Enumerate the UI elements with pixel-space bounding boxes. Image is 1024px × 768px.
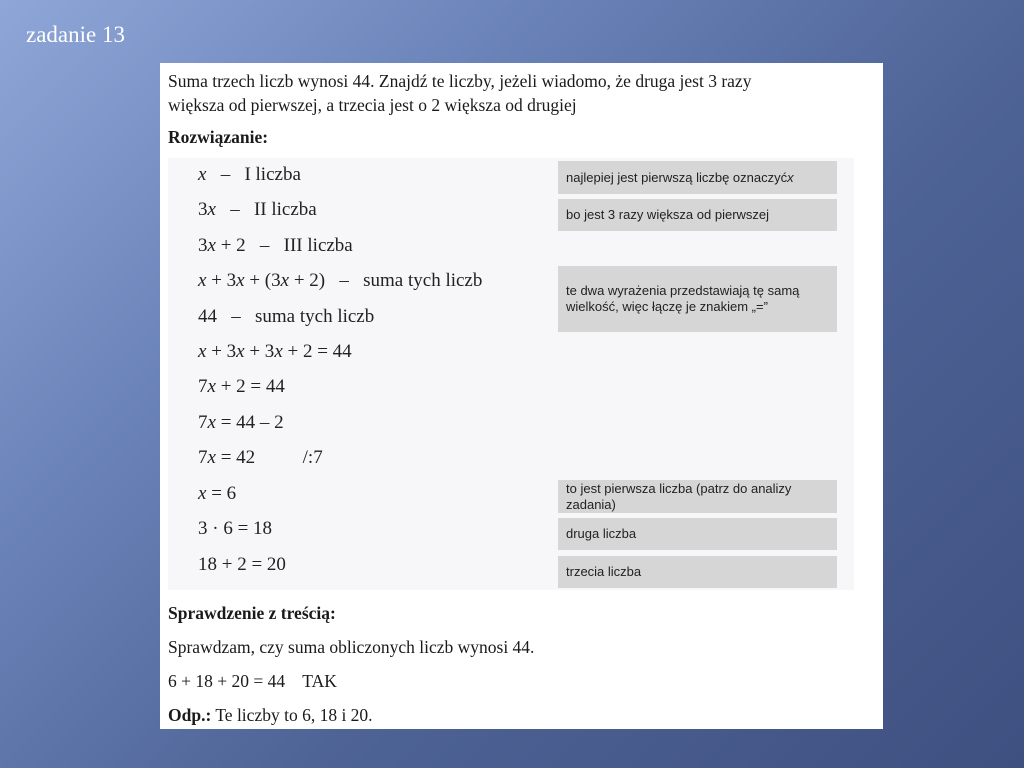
slide-title: zadanie 13 <box>26 22 125 47</box>
check-text: Sprawdzam, czy suma obliczonych liczb wynosi 44. <box>168 637 535 657</box>
answer-line <box>168 703 373 727</box>
check-equation: 6 + 18 + 20 = 44 TAK <box>168 671 337 691</box>
answer-text: Te liczby to 6, 18 i 20. <box>211 705 373 725</box>
step-row: x = 6 <box>198 483 237 504</box>
note-box: druga liczba <box>558 518 837 550</box>
check-heading: Sprawdzenie z treścią: <box>168 603 336 623</box>
note-box: to jest pierwsza liczba (patrz do analizy zadania) <box>558 480 837 513</box>
step-row: 7x = 44 – 2 <box>198 412 284 433</box>
step-row: 18 + 2 = 20 <box>198 554 286 575</box>
note-box: bo jest 3 razy większa od pierwszej <box>558 199 837 231</box>
note-box: te dwa wyrażenia przedstawiają tę samą wielkość, więc łączę je znakiem „=” <box>558 266 837 332</box>
step-row: 3x – II liczba <box>198 199 317 220</box>
problem-line-2: większa od pierwszej, a trzecia jest o 2 większa od drugiej <box>168 95 577 115</box>
solution-panel <box>168 158 854 590</box>
step-row: x – I liczba <box>198 164 301 185</box>
step-row: 7x + 2 = 44 <box>198 376 285 397</box>
exercise-card <box>160 63 883 729</box>
note-box: trzecia liczba <box>558 556 837 588</box>
step-row: 7x = 42 /:7 <box>198 447 323 468</box>
step-row: 3x + 2 – III liczba <box>198 235 353 256</box>
solution-heading: Rozwiązanie: <box>168 127 269 147</box>
step-row: x + 3x + 3x + 2 = 44 <box>198 341 352 362</box>
step-row: 3 · 6 = 18 <box>198 518 273 539</box>
problem-line-1: Suma trzech liczb wynosi 44. Znajdź te liczby, jeżeli wiadomo, że druga jest 3 razy <box>168 71 752 91</box>
note-box: najlepiej jest pierwszą liczbę oznaczyć x <box>558 161 837 194</box>
step-row: 44 – suma tych liczb <box>198 306 375 327</box>
answer-label: Odp.: <box>168 705 212 725</box>
step-row: x + 3x + (3x + 2) – suma tych liczb <box>198 270 483 291</box>
